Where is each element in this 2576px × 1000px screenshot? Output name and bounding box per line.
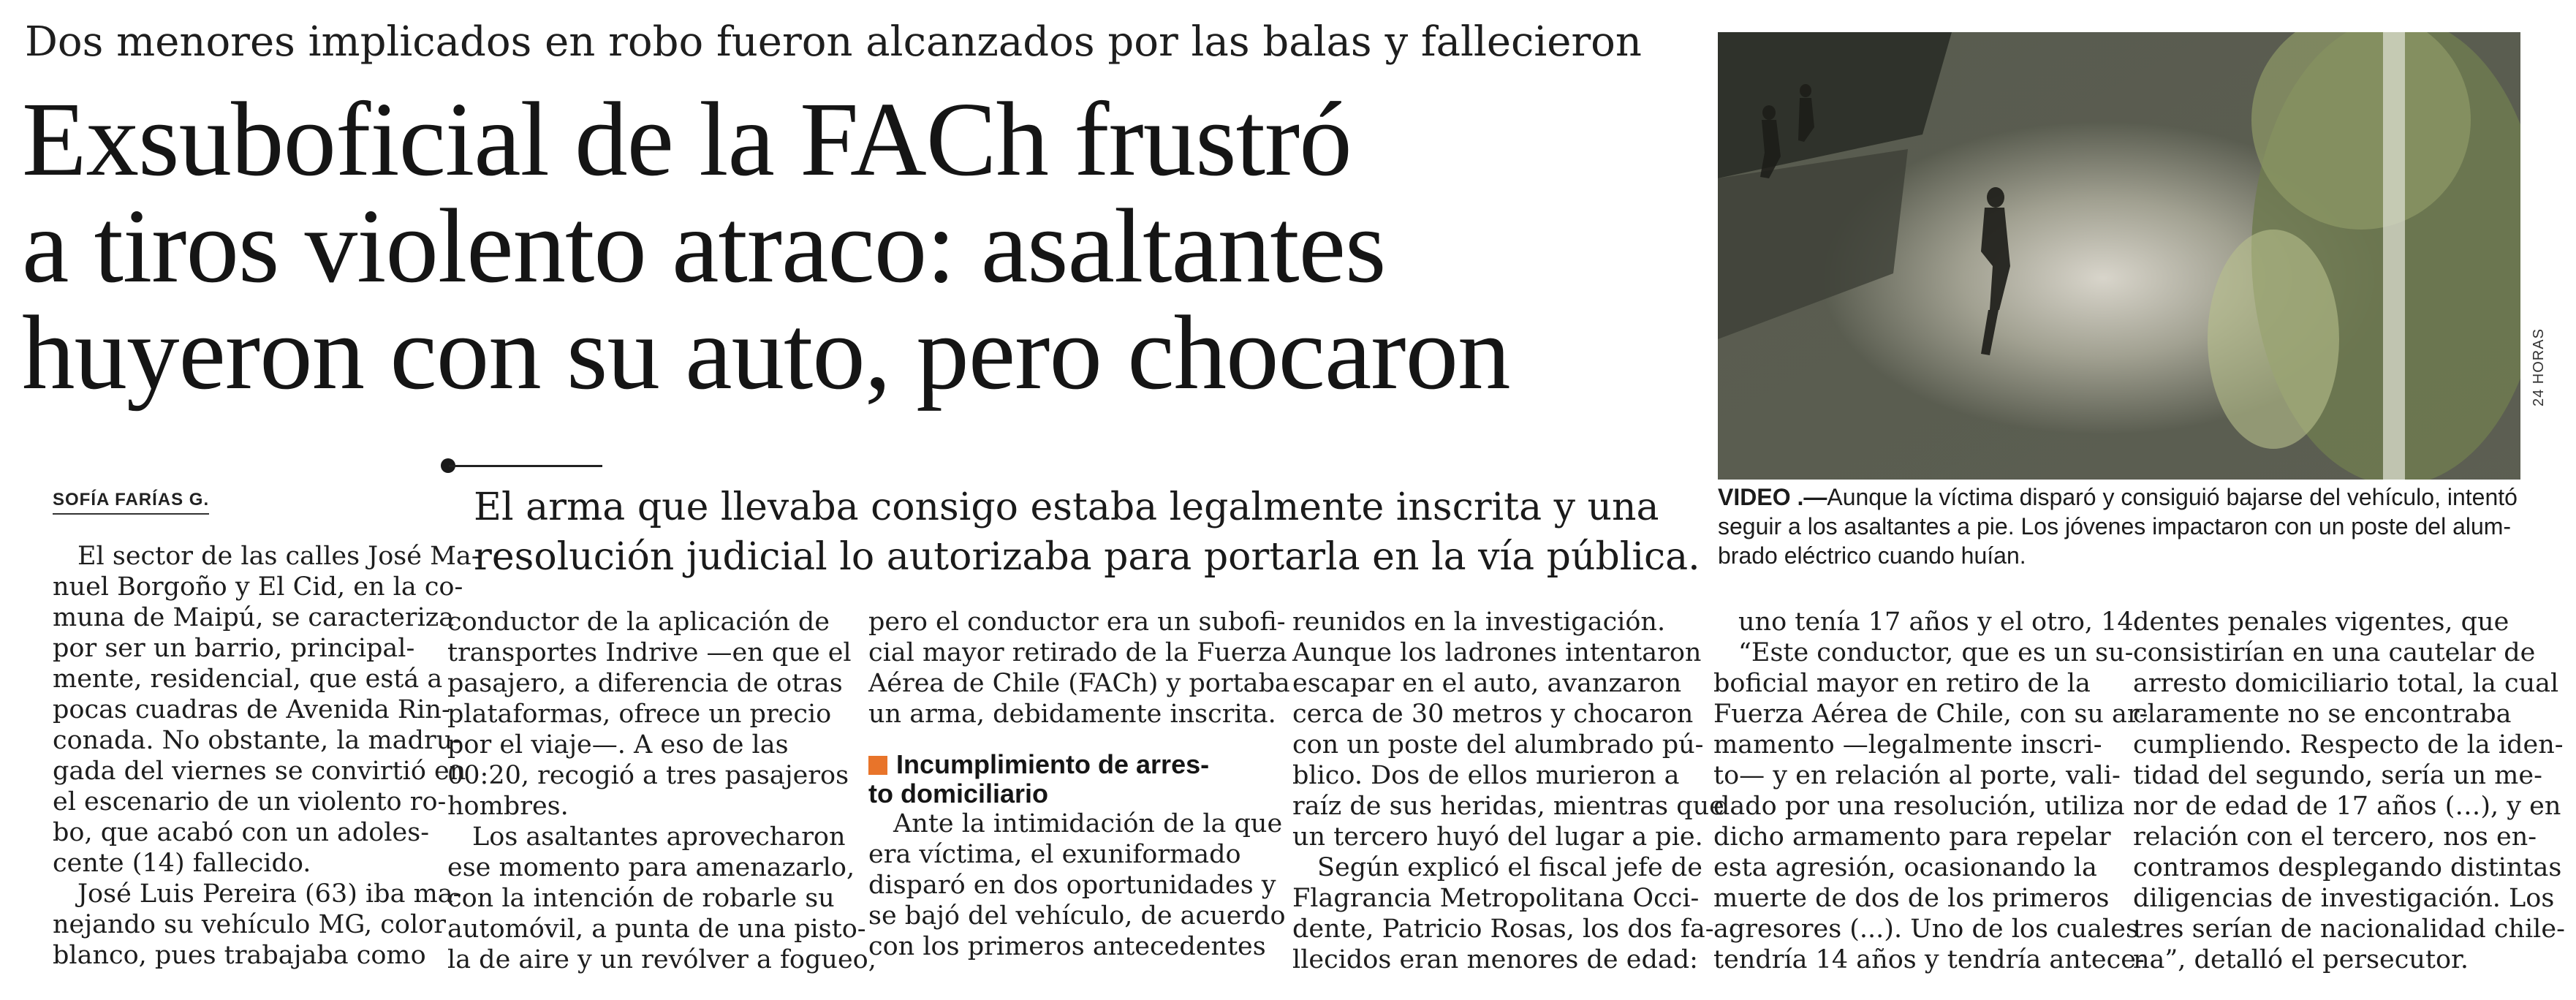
body-text-line: Fuerza Aérea de Chile, con su ar- bbox=[1713, 700, 2148, 729]
body-text-line: na”, detalló el persecutor. bbox=[2133, 945, 2469, 974]
body-text-line: dicho armamento para repelar bbox=[1713, 822, 2111, 852]
body-text-line: blico. Dos de ellos murieron a bbox=[1292, 761, 1680, 790]
body-text-line: Aunque los ladrones intentaron bbox=[1292, 638, 1702, 667]
body-text-line: esta agresión, ocasionando la bbox=[1713, 853, 2097, 882]
body-text-line: blanco, pues trabajaba como bbox=[53, 941, 426, 970]
body-text-line: dentes penales vigentes, que bbox=[2133, 607, 2509, 637]
body-text-line: Aérea de Chile (FACh) y portaba bbox=[868, 669, 1290, 698]
body-text-line: era víctima, el exuniformado bbox=[868, 840, 1241, 869]
body-text-line: hombres. bbox=[447, 792, 569, 821]
headline-line: huyeron con su auto, pero chocaron bbox=[22, 295, 1510, 412]
column-6 bbox=[2133, 607, 2565, 975]
subhead-text: Incumplimiento de arres- bbox=[896, 749, 1210, 779]
body-text-line: transportes Indrive —en que el bbox=[447, 638, 852, 667]
deck-line: El arma que llevaba consigo estaba legalmente inscrita y una bbox=[474, 485, 1659, 529]
body-text-line: la de aire y un revólver a fogueo, bbox=[447, 945, 876, 974]
section-subhead bbox=[868, 750, 1249, 779]
caption-text: seguir a los asaltantes a pie. Los jóvenes impactaron con un poste del alum- bbox=[1718, 513, 2512, 539]
body-text-line: nor de edad de 17 años (…), y en bbox=[2133, 792, 2561, 821]
body-text-line: mente, residencial, que está a bbox=[53, 664, 443, 694]
headline bbox=[22, 81, 1725, 412]
deck bbox=[474, 482, 1700, 582]
body-text-line: conductor de la aplicación de bbox=[447, 607, 830, 637]
photo-credit: 24 HORAS bbox=[2531, 328, 2547, 406]
body-text-line: agresores (...). Uno de los cuales bbox=[1713, 914, 2139, 944]
body-text-line: pocas cuadras de Avenida Rin- bbox=[53, 695, 450, 724]
body-text-line: mamento —legalmente inscri- bbox=[1713, 730, 2102, 760]
body-text-line: pero el conductor era un subofi- bbox=[868, 607, 1286, 637]
body-text-line: con un poste del alumbrado pú- bbox=[1292, 730, 1704, 760]
body-text-line: pasajero, a diferencia de otras bbox=[447, 669, 843, 698]
headline-line: a tiros violento atraco: asaltantes bbox=[22, 188, 1386, 305]
body-text-line: contramos desplegando distintas bbox=[2133, 853, 2562, 882]
body-text-line: plataformas, ofrece un precio bbox=[447, 700, 832, 729]
body-text-line: diligencias de investigación. Los bbox=[2133, 884, 2555, 913]
body-text-line: 00:20, recogió a tres pasajeros bbox=[447, 761, 849, 790]
byline: SOFÍA FARÍAS G. bbox=[53, 490, 209, 515]
caption-label: VIDEO .— bbox=[1718, 484, 1827, 510]
body-text-line: to— y en relación al porte, vali- bbox=[1713, 761, 2121, 790]
deck-rule bbox=[449, 465, 602, 467]
body-text-line: tidad del segundo, sería un me- bbox=[2133, 761, 2542, 790]
body-text-line: boficial mayor en retiro de la bbox=[1713, 669, 2091, 698]
kicker: Dos menores implicados en robo fueron alcanzados por las balas y fallecieron bbox=[25, 18, 1642, 66]
body-text-line: dado por una resolución, utiliza bbox=[1713, 792, 2125, 821]
body-text-line: Flagrancia Metropolitana Occi- bbox=[1292, 884, 1700, 913]
body-text-line: relación con el tercero, nos en- bbox=[2133, 822, 2537, 852]
body-text-line: bo, que acabó con un adoles- bbox=[53, 818, 430, 847]
column-4 bbox=[1292, 607, 1724, 975]
body-text-line: claramente no se encontraba bbox=[2133, 700, 2512, 729]
orange-square-icon bbox=[868, 756, 887, 775]
body-text-line: cente (14) fallecido. bbox=[53, 849, 311, 878]
caption-text: Aunque la víctima disparó y consiguió bajarse del vehículo, intentó bbox=[1827, 484, 2518, 510]
body-text-line: llecidos eran menores de edad: bbox=[1292, 945, 1698, 974]
body-text-line: automóvil, a punta de una pisto- bbox=[447, 914, 866, 944]
subhead-text: to domiciliario bbox=[868, 779, 1049, 808]
headline-line: Exsuboficial de la FACh frustró bbox=[22, 81, 1352, 198]
body-text-line: por el viaje—. A eso de las bbox=[447, 730, 789, 760]
body-text-line: tendría 14 años y tendría antece- bbox=[1713, 945, 2145, 974]
body-text-line: muerte de dos de los primeros bbox=[1713, 884, 2110, 913]
body-text-line: disparó en dos oportunidades y bbox=[868, 871, 1276, 900]
caption-text: brado eléctrico cuando huían. bbox=[1718, 542, 2026, 569]
body-text-line: “Este conductor, que es un su- bbox=[1738, 638, 2134, 667]
body-text-line: Ante la intimidación de la que bbox=[893, 809, 1283, 838]
body-text-line: con la intención de robarle su bbox=[447, 884, 835, 913]
body-text-line: se bajó del vehículo, de acuerdo bbox=[868, 901, 1286, 931]
news-photo bbox=[1718, 32, 2520, 480]
body-text-line: nejando su vehículo MG, color bbox=[53, 910, 446, 939]
photo-caption bbox=[1718, 482, 2529, 570]
body-text-line: arresto domiciliario total, la cual bbox=[2133, 669, 2559, 698]
body-text-line: gada del viernes se convirtió en bbox=[53, 757, 466, 786]
body-text-line: con los primeros antecedentes bbox=[868, 932, 1266, 961]
column-2 bbox=[447, 607, 876, 975]
body-text-line: uno tenía 17 años y el otro, 14. bbox=[1738, 607, 2142, 637]
body-text-line: tres serían de nacionalidad chile- bbox=[2133, 914, 2565, 944]
body-text-line: Los asaltantes aprovecharon bbox=[472, 822, 846, 852]
body-text-line: consistirían en una cautelar de bbox=[2133, 638, 2536, 667]
body-text-line: ese momento para amenazarlo, bbox=[447, 853, 855, 882]
body-text-line: escapar en el auto, avanzaron bbox=[1292, 669, 1682, 698]
column-5 bbox=[1713, 607, 2148, 975]
body-text-line: cial mayor retirado de la Fuerza bbox=[868, 638, 1287, 667]
body-text-line: dente, Patricio Rosas, los dos fa- bbox=[1292, 914, 1714, 944]
body-text-line: por ser un barrio, principal- bbox=[53, 634, 415, 663]
body-text-line: raíz de sus heridas, mientras que bbox=[1292, 792, 1724, 821]
body-text-line: muna de Maipú, se caracteriza bbox=[53, 603, 455, 632]
column-1 bbox=[53, 541, 480, 971]
body-text-line: el escenario de un violento ro- bbox=[53, 787, 447, 817]
deck-line: resolución judicial lo autorizaba para portarla en la vía pública. bbox=[474, 535, 1700, 579]
video-still-image bbox=[1718, 32, 2520, 480]
body-text-line: cerca de 30 metros y chocaron bbox=[1292, 700, 1694, 729]
body-text-line: un tercero huyó del lugar a pie. bbox=[1292, 822, 1703, 852]
body-text-line: El sector de las calles José Ma- bbox=[77, 542, 480, 571]
column-3 bbox=[868, 607, 1290, 962]
body-text-line: cumpliendo. Respecto de la iden- bbox=[2133, 730, 2564, 760]
spacer bbox=[868, 730, 1249, 750]
body-text-line: José Luis Pereira (63) iba ma- bbox=[77, 879, 462, 909]
body-text-line: nuel Borgoño y El Cid, en la co- bbox=[53, 572, 463, 602]
body-text-line: conada. No obstante, la madru- bbox=[53, 726, 462, 755]
body-text-line: Según explicó el fiscal jefe de bbox=[1317, 853, 1702, 882]
body-text-line: un arma, debidamente inscrita. bbox=[868, 700, 1276, 729]
body-text-line: reunidos en la investigación. bbox=[1292, 607, 1666, 637]
